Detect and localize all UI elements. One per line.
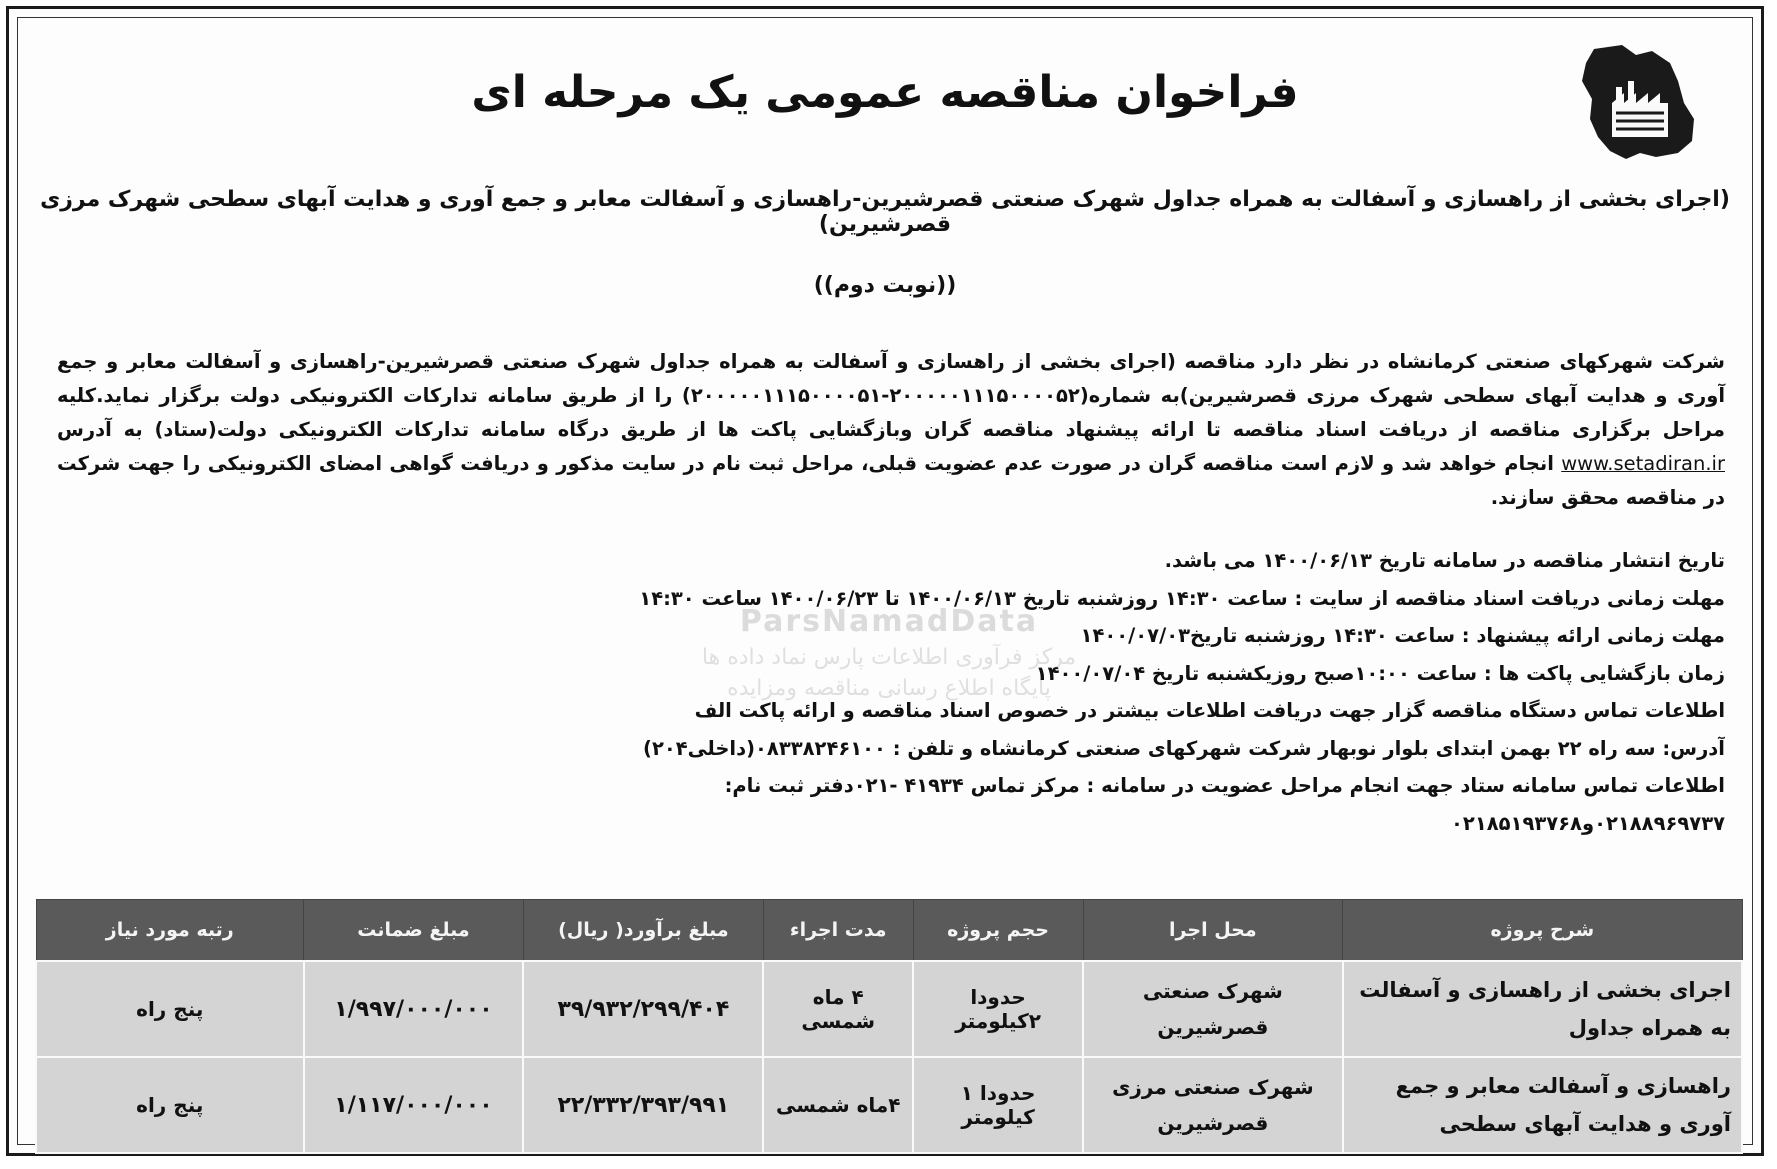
- cell-rank: پنج راه: [36, 1057, 304, 1153]
- cell-guarantee: ۱/۱۱۷/۰۰۰/۰۰۰: [304, 1057, 524, 1153]
- address-line: آدرس: سه راه ۲۲ بهمن ابتدای بلوار نوبهار شرکت شهرکهای صنعتی کرمانشاه و تلفن : ۰۸۳۳۸۲۴۶۱۰۰(داخلی۲۰۴): [643, 736, 1725, 760]
- cell-location: شهرک صنعتی قصرشیرین: [1083, 961, 1343, 1057]
- bid-deadline-line: مهلت زمانی ارائه پیشنهاد : ساعت ۱۴:۳۰ روزشنبه تاریخ۱۴۰۰/۰۷/۰۳: [1080, 624, 1725, 647]
- paragraph-before-url: شرکت شهرکهای صنعتی کرمانشاه در نظر دارد مناقصه (اجرای بخشی از راهسازی و آسفالت به همراه جداول شهرک صنعتی قصرشیرین-راهسازی و آسفالت معابر و جمع آوری و هدایت آبهای سطحی شهرک مرزی قصرشیرین)به شماره(۲۰۰۰۰۰۱۱۱۵۰۰۰۰۵۲-۲۰۰۰۰۰۱۱۱۵۰۰۰۰۵۱) را از طریق سامانه تدارکات الکترونیکی دولت برگزار نماید.کلیه مراحل برگزاری مناقصه از دریافت اسناد مناقصه تا ارائه پیشنهاد مناقصه گران وبازگشایی پاکت ها از طریق درگاه سامانه تدارکات الکترونیکی دولت(ستاد) به آدرس: [57, 350, 1725, 441]
- notice-title: فراخوان مناقصه عمومی یک مرحله ای: [471, 67, 1299, 118]
- cell-rank: پنج راه: [36, 961, 304, 1057]
- cell-duration: ۴ ماه شمسی: [763, 961, 913, 1057]
- table-header-row: [36, 900, 1742, 962]
- cell-volume: حدودا ۱ کیلومتر: [913, 1057, 1083, 1153]
- cell-duration: ۴ماه شمسی: [763, 1057, 913, 1153]
- cell-estimate: ۲۲/۳۳۲/۳۹۳/۹۹۱: [523, 1057, 763, 1153]
- header-guarantee: مبلغ ضمانت: [304, 900, 524, 962]
- cell-estimate: ۳۹/۹۳۲/۲۹۹/۴۰۴: [523, 961, 763, 1057]
- watermark-line-2: پایگاه اطلاع رسانی مناقصه ومزایده: [727, 676, 1051, 701]
- notice-details: [57, 542, 1725, 842]
- watermark-brand: ParsNamadData: [739, 604, 1039, 639]
- document-deadline-line: مهلت زمانی دریافت اسناد مناقصه از سایت : ساعت ۱۴:۳۰ روزشنبه تاریخ ۱۴۰۰/۰۶/۱۳ تا ۱۴۰۰/۰۶/۲۳ ساعت ۱۴:۳۰: [639, 586, 1725, 610]
- projects-table: [35, 899, 1743, 1154]
- cell-guarantee: ۱/۹۹۷/۰۰۰/۰۰۰: [304, 961, 524, 1057]
- notice-paragraph: [57, 345, 1725, 515]
- opening-time-line: زمان بازگشایی پاکت ها : ساعت ۱۰:۰۰صبح روزیکشنبه تاریخ ۱۴۰۰/۰۷/۰۴: [1035, 661, 1725, 685]
- setadiran-link[interactable]: www.setadiran.ir: [1561, 452, 1725, 475]
- notice-round: ((نوبت دوم)): [813, 273, 957, 298]
- watermark-line-1: مرکز فرآوری اطلاعات پارس نماد داده ها: [701, 645, 1077, 670]
- table-row: [36, 1057, 1742, 1153]
- notice-frame: [6, 6, 1764, 1156]
- registration-phones-line: ۰۲۱۸۸۹۶۹۷۳۷و۰۲۱۸۵۱۹۳۷۶۸: [1451, 811, 1725, 835]
- header-estimate: مبلغ برآورد( ریال): [523, 900, 763, 962]
- notice-subtitle: (اجرای بخشی از راهسازی و آسفالت به همراه جداول شهرک صنعتی قصرشیرین-راهسازی و آسفالت معابر و جمع آوری و هدایت آبهای سطحی شهرک مرزی قصرشیرین): [40, 187, 1730, 237]
- setad-contact-line: اطلاعات تماس سامانه ستاد جهت انجام مراحل عضویت در سامانه : مرکز تماس ۴۱۹۳۴ -۰۲۱دفتر ثبت نام:: [724, 774, 1725, 797]
- table-row: [36, 961, 1742, 1057]
- paragraph-after-url: انجام خواهد شد و لازم است مناقصه گران در صورت عدم عضویت قبلی، مراحل ثبت نام در سایت مذکور و دریافت گواهی امضای الکترونیکی را جهت شرکت در مناقصه محقق سازند.: [57, 452, 1725, 509]
- header-description: شرح پروژه: [1343, 900, 1742, 962]
- header-duration: مدت اجراء: [763, 900, 913, 962]
- cell-location: شهرک صنعتی مرزی قصرشیرین: [1083, 1057, 1343, 1153]
- header-location: محل اجرا: [1083, 900, 1343, 962]
- header-rank: رتبه مورد نیاز: [36, 900, 304, 962]
- cell-description: اجرای بخشی از راهسازی و آسفالت به همراه جداول: [1343, 961, 1742, 1057]
- contact-info-line: اطلاعات تماس دستگاه مناقصه گزار جهت دریافت اطلاعات بیشتر در خصوص اسناد مناقصه و ارائه پاکت الف: [694, 699, 1725, 722]
- publish-date-line: تاریخ انتشار مناقصه در سامانه تاریخ ۱۴۰۰/۰۶/۱۳ می باشد.: [1164, 549, 1725, 572]
- cell-description: راهسازی و آسفالت معابر و جمع آوری و هدایت آبهای سطحی: [1343, 1057, 1742, 1153]
- cell-volume: حدودا ۲کیلومتر: [913, 961, 1083, 1057]
- header-volume: حجم پروژه: [913, 900, 1083, 962]
